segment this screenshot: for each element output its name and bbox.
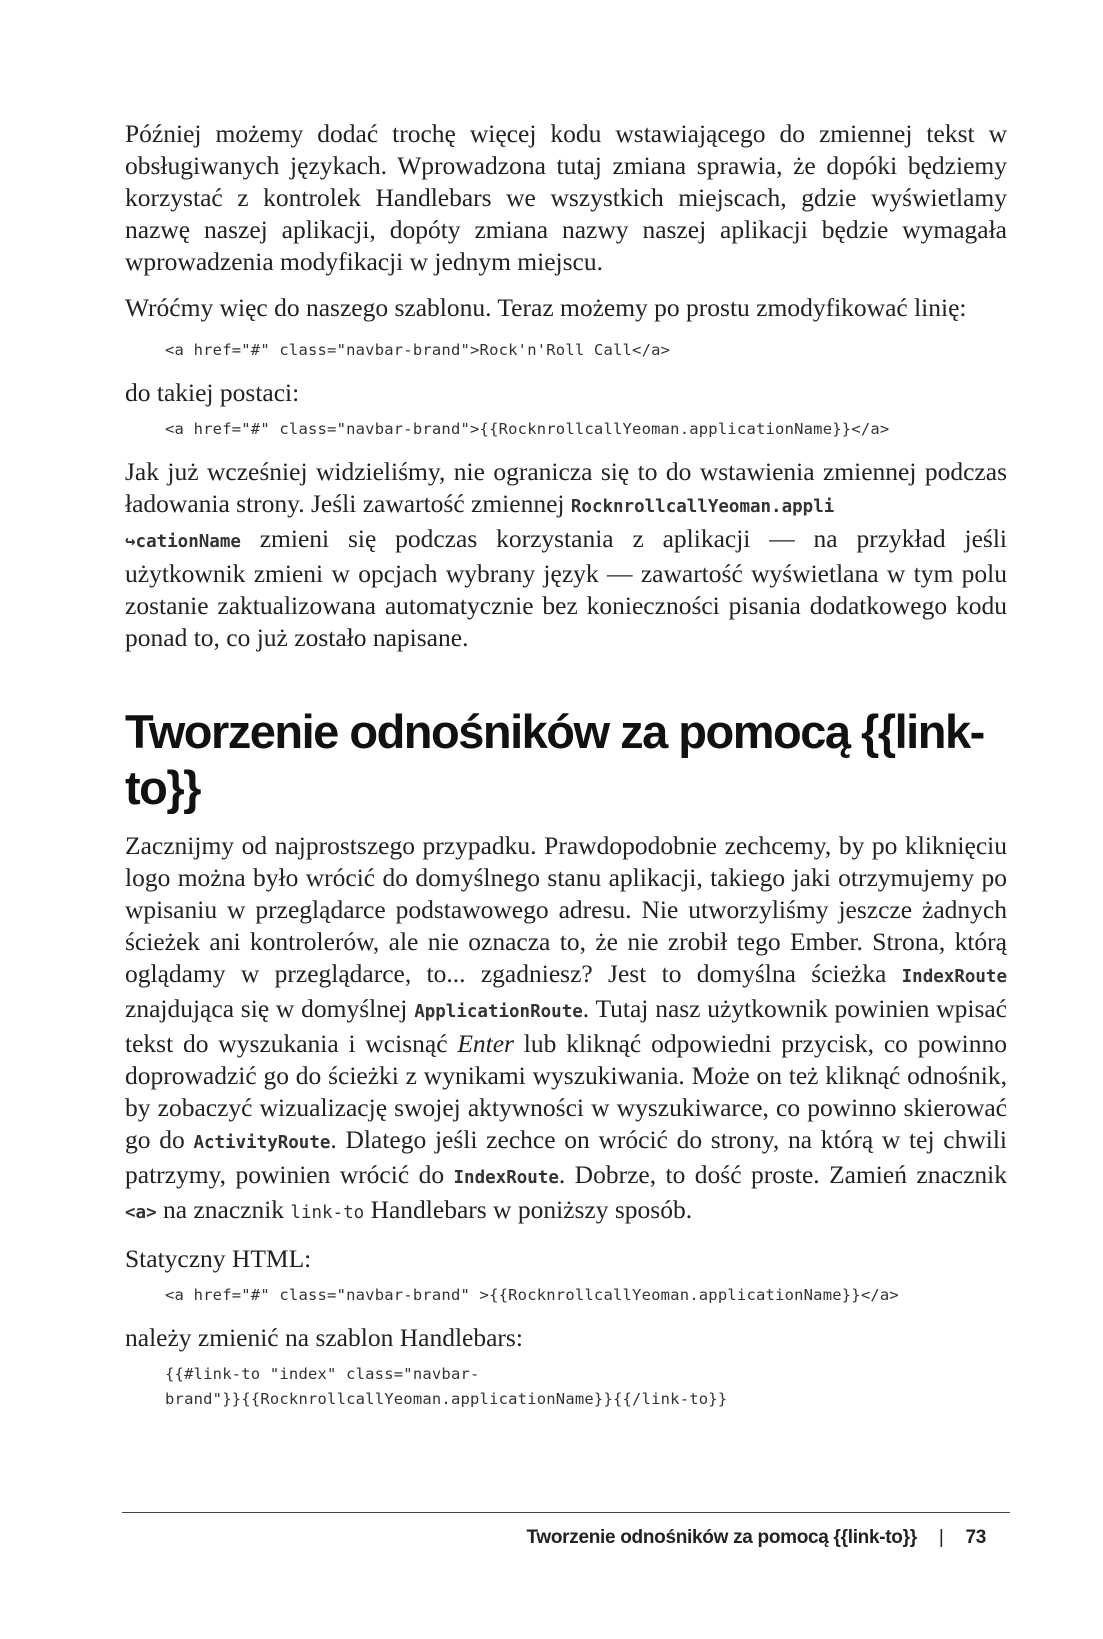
paragraph-4-text-a: Jak już wcześniej widzieliśmy, nie ogranicza się to do wstawienia zmiennej podczas ładowania strony. Jeśli zawartość zmiennej (125, 457, 1007, 518)
paragraph-4-text-b: zmieni się podczas korzystania z aplikacji — na przykład jeśli użytkownik zmieni w opcjach wybrany język — zawartość wyświetlana w tym polu zostanie zaktualizowana automatycznie bez konieczności pisania dodatkowego kodu ponad to, co już zostało napisane. (125, 524, 1007, 652)
p5-text-f: . Dobrze, to dość proste. Zamień znacznik (558, 1160, 1007, 1189)
code-block-1: <a href="#" class="navbar-brand">Rock'n'Roll Call</a> (165, 341, 671, 359)
page-footer (122, 1512, 1010, 1548)
inline-code-a-tag: <a> (125, 1203, 157, 1223)
p5-text-e: . Dlatego jeśli zechce on wrócić do strony, na którą w tej chwili patrzymy, powinien wrócić do (125, 1125, 1007, 1189)
page-content (125, 118, 1007, 1426)
inline-code-link-to: link-to (290, 1203, 365, 1223)
paragraph-1: Później możemy dodać trochę więcej kodu wstawiającego do zmiennej tekst w obsługiwanych językach. Wprowadzona tutaj zmiana sprawia, że dopóki będziemy korzystać z kontrolek Handlebars we wszystkich miejscach, gdzie wyświetlamy nazwę naszej aplikacji, dopóty zmiana nazwy naszej aplikacji będzie wymagała wprowadzenia modyfikacji w jednym miejscu. (125, 119, 1007, 276)
p5-text-b: znajdująca się w domyślnej (125, 994, 415, 1023)
inline-code-indexroute: IndexRoute (901, 967, 1007, 987)
inline-code-application-name-b: ↪cationName (125, 532, 241, 552)
p5-text-d: lub kliknąć odpowiedni przycisk, co powinno doprowadzić go do ścieżki z wynikami wyszukiwania. Może on też kliknąć odnośnik, by zobaczyć wizualizację swojej aktywności w wyszukiwarce, co powinno skierować go do (125, 1029, 1007, 1154)
p5-text-g: na znacznik (156, 1195, 291, 1224)
page-number: 73 (965, 1527, 986, 1548)
paragraph-7: należy zmienić na szablon Handlebars: (125, 1323, 523, 1352)
p5-text-a: Zacznijmy od najprostszego przypadku. Prawdopodobnie zechcemy, by po kliknięciu logo można było wrócić do domyślnego stanu aplikacji, takiego jaki otrzymujemy po wpisaniu w przeglądarce podstawowego adresu. Nie utworzyliśmy jeszcze żadnych ścieżek ani kontrolerów, ale nie oznacza to, że nie zrobił tego Ember. Strona, którą oglądamy w przeglądarce, to... zgadniesz? Jest to domyślna ścieżka (125, 831, 1007, 988)
code-block-4 (165, 1362, 1007, 1412)
inline-code-indexroute-2: IndexRoute (453, 1168, 559, 1188)
inline-code-activityroute: ActivityRoute (193, 1133, 331, 1153)
section-heading: Tworzenie odnośników za pomocą {{link-to}} (125, 705, 984, 814)
paragraph-4 (125, 456, 1007, 654)
inline-code-application-name-a: RocknrollcallYeoman.appli (570, 497, 835, 517)
paragraph-2: Wróćmy więc do naszego szablonu. Teraz możemy po prostu zmodyfikować linię: (125, 293, 967, 322)
inline-code-applicationroute: ApplicationRoute (414, 1002, 583, 1022)
footer-title: Tworzenie odnośników za pomocą {{link-to}} (526, 1527, 917, 1548)
code-block-4-line-2: brand"}}{{RocknrollcallYeoman.applicationName}}{{/link-to}} (165, 1390, 728, 1408)
p5-text-c: . Tutaj nasz użytkownik powinien wpisać tekst do wyszukania i wcisnąć (125, 994, 1007, 1058)
paragraph-5 (125, 830, 1007, 1229)
code-block-4-line-1: {{#link-to "index" class="navbar- (165, 1365, 480, 1383)
code-block-2: <a href="#" class="navbar-brand">{{RocknrollcallYeoman.applicationName}}</a> (165, 420, 890, 438)
code-block-3: <a href="#" class="navbar-brand" >{{RocknrollcallYeoman.applicationName}}</a> (165, 1286, 899, 1304)
running-footer (526, 1527, 986, 1549)
p5-enter-key: Enter (457, 1029, 514, 1058)
paragraph-3: do takiej postaci: (125, 378, 300, 407)
p5-text-h: Handlebars w poniższy sposób. (364, 1195, 693, 1224)
paragraph-6: Statyczny HTML: (125, 1244, 312, 1273)
footer-separator: | (938, 1527, 944, 1548)
